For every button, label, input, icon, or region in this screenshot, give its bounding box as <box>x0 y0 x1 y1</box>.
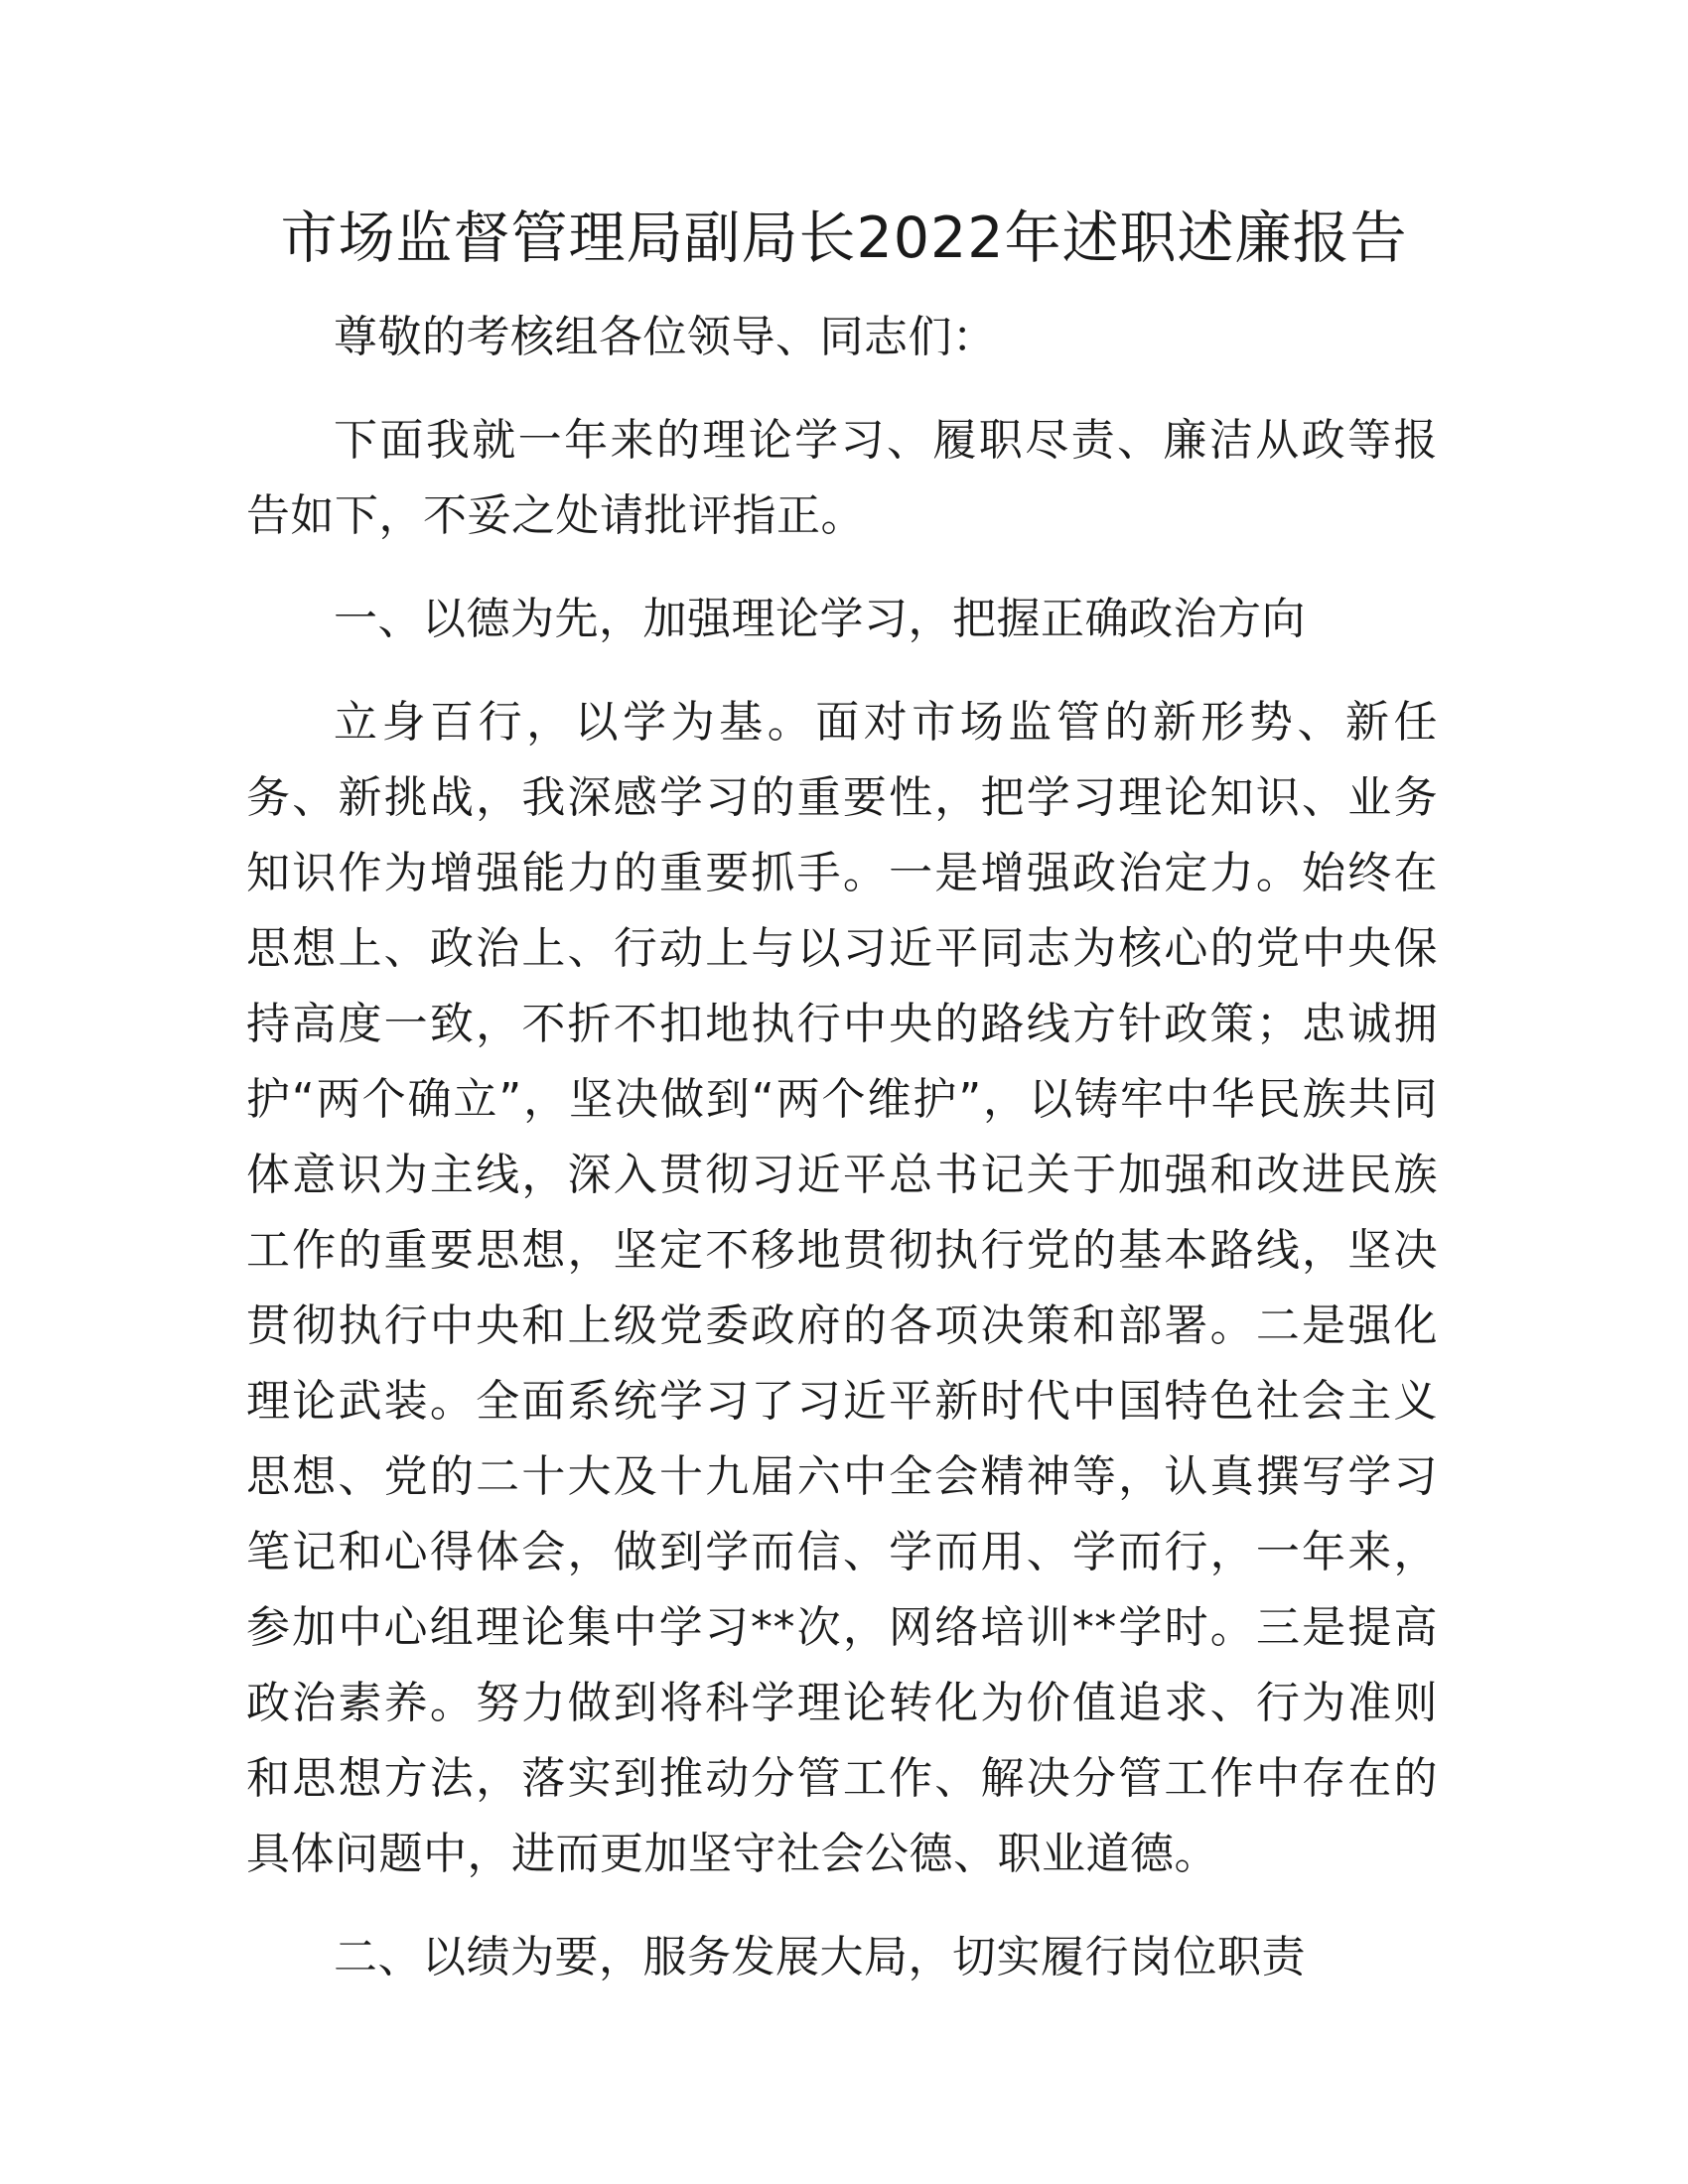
document-title: 市场监督管理局副局长2022年述职述廉报告 <box>280 205 1408 271</box>
intro-paragraph: 下面我就一年来的理论学习、履职尽责、廉洁从政等报告如下，不妥之处请批评指正。 <box>246 415 1438 541</box>
section-heading-1: 一、以德为先，加强理论学习，把握正确政治方向 <box>334 594 1306 644</box>
salutation: 尊敬的考核组各位领导、同志们： <box>334 312 997 362</box>
document-body <box>246 300 1438 2023</box>
section-1-body: 立身百行，以学为基。面对市场监管的新形势、新任务、新挑战，我深感学习的重要性，把学习理论知识、业务知识作为增强能力的重要抓手。一是增强政治定力。始终在思想上、政治上、行动上与以习近平同志为核心的党中央保持高度一致，不折不扣地执行中央的路线方针政策；忠诚拥护“两个确立”，坚决做到“两个维护”，以铸牢中华民族共同体意识为主线，深入贯彻习近平总书记关于加强和改进民族工作的重要思想，坚定不移地贯彻执行党的基本路线，坚决贯彻执行中央和上级党委政府的各项决策和部署。二是强化理论武装。全面系统学习了习近平新时代中国特色社会主义思想、党的二十大及十九届六中全会精神等，认真撰写学习笔记和心得体会，做到学而信、学而用、学而行，一年来，参加中心组理论集中学习**次，网络培训**学时。三是提高政治素养。努力做到将科学理论转化为价值追求、行为准则和思想方法，落实到推动分管工作、解决分管工作中存在的具体问题中，进而更加坚守社会公德、职业道德。 <box>246 697 1438 1879</box>
section-heading-2: 二、以绩为要，服务发展大局，切实履行岗位职责 <box>334 1932 1306 1982</box>
